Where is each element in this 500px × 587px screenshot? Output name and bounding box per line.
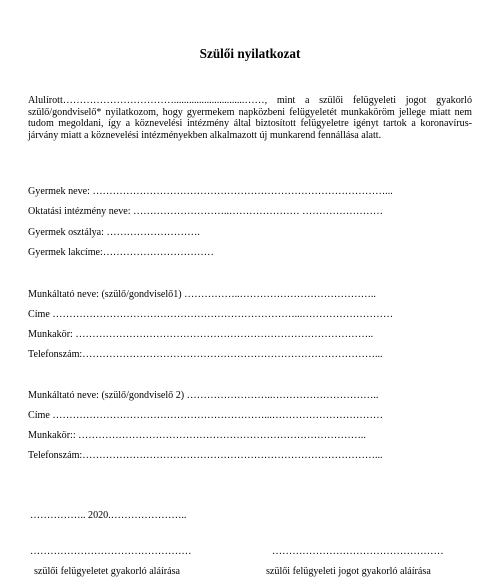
school-name-field: Oktatási intézmény neve: ………………………..………………… …………………… <box>28 206 383 217</box>
signature-line-left: ………………………………………… <box>30 546 192 557</box>
child-name-field: Gyermek neve: ……………………………………………………………………………... <box>28 186 393 197</box>
employer1-phone-field: Telefonszám:……………………………………………………………………………... <box>28 349 383 360</box>
child-address-field: Gyermek lakcíme:…………………………… <box>28 247 214 258</box>
employer1-address-field: Címe ………………………………………………………………...……………………… <box>28 309 394 320</box>
signature-line-right: …………………………………………… <box>272 546 444 557</box>
employer2-address-field: Címe ………………………………………………………...…………………………… <box>28 410 383 421</box>
declaration-paragraph: Alulírott……………………………............................……, mint a szülői felügyeleti jogot gyakorló szülő/gondviselő* nyilatkozom, hogy gyermekem napközbeni felügyeletét munkaköröm jellege miatt nem tudom megoldani, így a köznevelési intézmény által biztosított felügyeletre igényt tartok a koronavírus-járvány miatt a köznevelési intézményekben alkalmazott új munkarend fennállása alatt. <box>28 95 472 141</box>
employer1-position-field: Munkakör: …………………………………………………………………………….. <box>28 329 374 340</box>
page-title: Szülői nyilatkozat <box>199 46 301 61</box>
employer2-phone-field: Telefonszám:……………………………………………………………………………... <box>28 450 383 461</box>
employer2-name-field: Munkáltató neve: (szülő/gondviselő 2) ……………………..………………………….. <box>28 390 379 401</box>
child-class-field: Gyermek osztálya: ………………………. <box>28 227 200 238</box>
employer1-name-field: Munkáltató neve: (szülő/gondviselő1) ……………..………………………………….. <box>28 289 376 300</box>
employer2-position-field: Munkakör:: ………………………………………………………………………….. <box>28 430 366 441</box>
date-field: …………….. 2020.………………….. <box>30 510 187 521</box>
signature-label-left: szülői felügyeletet gyakorló aláírása <box>34 566 181 577</box>
signature-label-right: szülői felügyeleti jogot gyakorló aláírása <box>266 566 431 577</box>
